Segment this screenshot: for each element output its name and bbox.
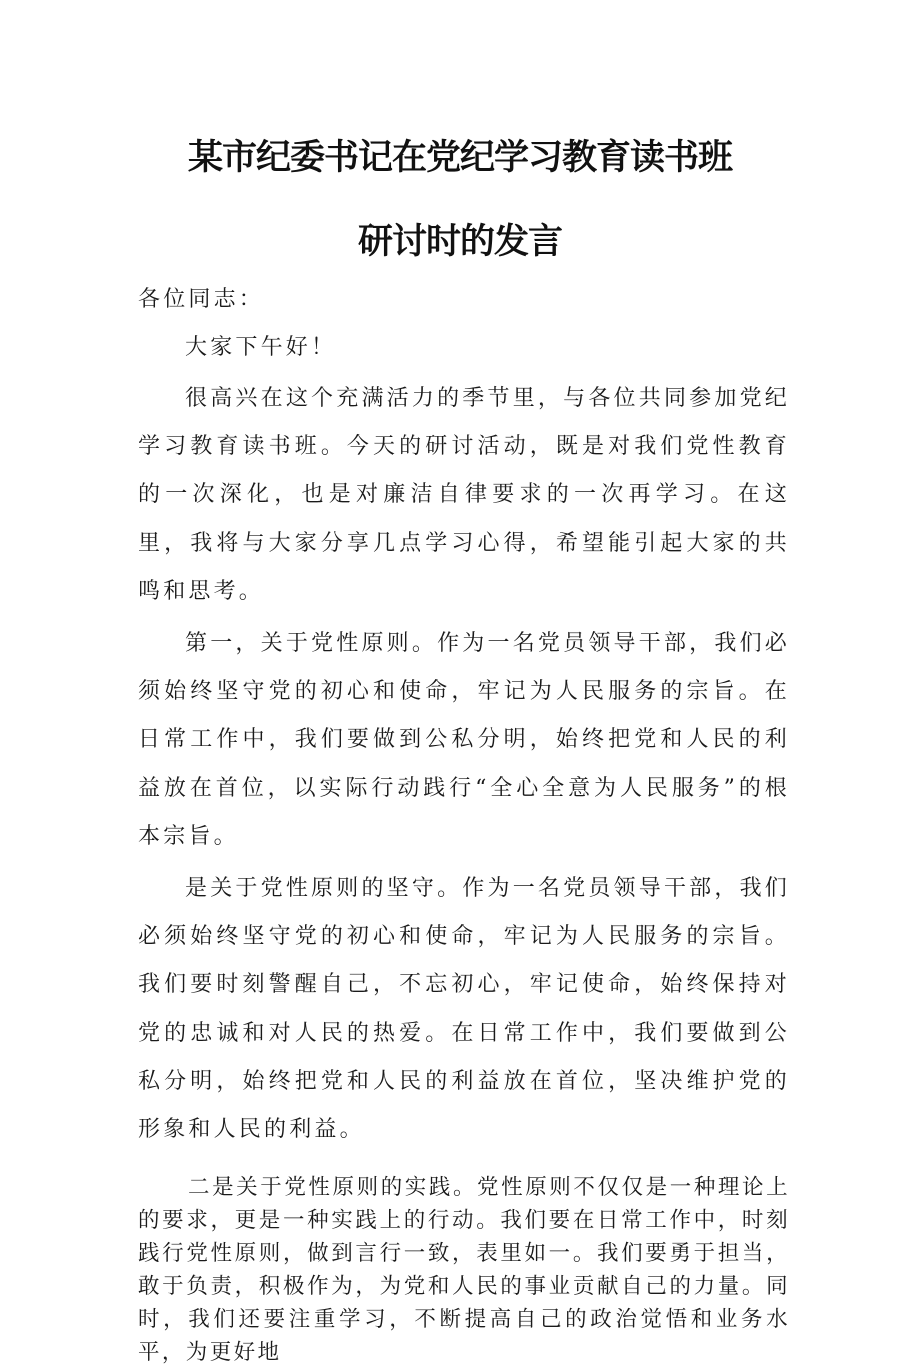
document-body (138, 276, 790, 1369)
greeting: 大家下午好！ (185, 335, 337, 360)
document-title-line-1: 某市纪委书记在党纪学习教育读书班 (187, 138, 732, 178)
paragraph-practice: 二是关于党性原则的实践。党性原则不仅仅是一种理论上的要求，更是一种实践上的行动。我们要在日常工作中，时刻践行党性原则，做到言行一致，表里如一。我们要勇于担当，敢于负责，积极作为，为党和人民的事业贡献自己的力量。同时，我们还要注重学习，不断提高自己的政治觉悟和业务水平，为更好地 (138, 1175, 790, 1366)
paragraph-first-point: 第一，关于党性原则。作为一名党员领导干部，我们必须始终坚守党的初心和使命，牢记为人民服务的宗旨。在日常工作中，我们要做到公私分明，始终把党和人民的利益放在首位，以实际行动践行“全心全意为人民服务”的根本宗旨。 (138, 631, 790, 849)
document-title-line-2: 研讨时的发言 (357, 222, 562, 262)
paragraph-intro: 很高兴在这个充满活力的季节里，与各位共同参加党纪学习教育读书班。今天的研讨活动，既是对我们党性教育的一次深化，也是对廉洁自律要求的一次再学习。在这里，我将与大家分享几点学习心得，希望能引起大家的共鸣和思考。 (138, 386, 790, 604)
paragraph-adherence: 是关于党性原则的坚守。作为一名党员领导干部，我们必须始终坚守党的初心和使命，牢记为人民服务的宗旨。我们要时刻警醒自己，不忘初心，牢记使命，始终保持对党的忠诚和对人民的热爱。在日常工作中，我们要做到公私分明，始终把党和人民的利益放在首位，坚决维护党的形象和人民的利益。 (138, 876, 790, 1143)
salutation: 各位同志： (138, 287, 265, 312)
